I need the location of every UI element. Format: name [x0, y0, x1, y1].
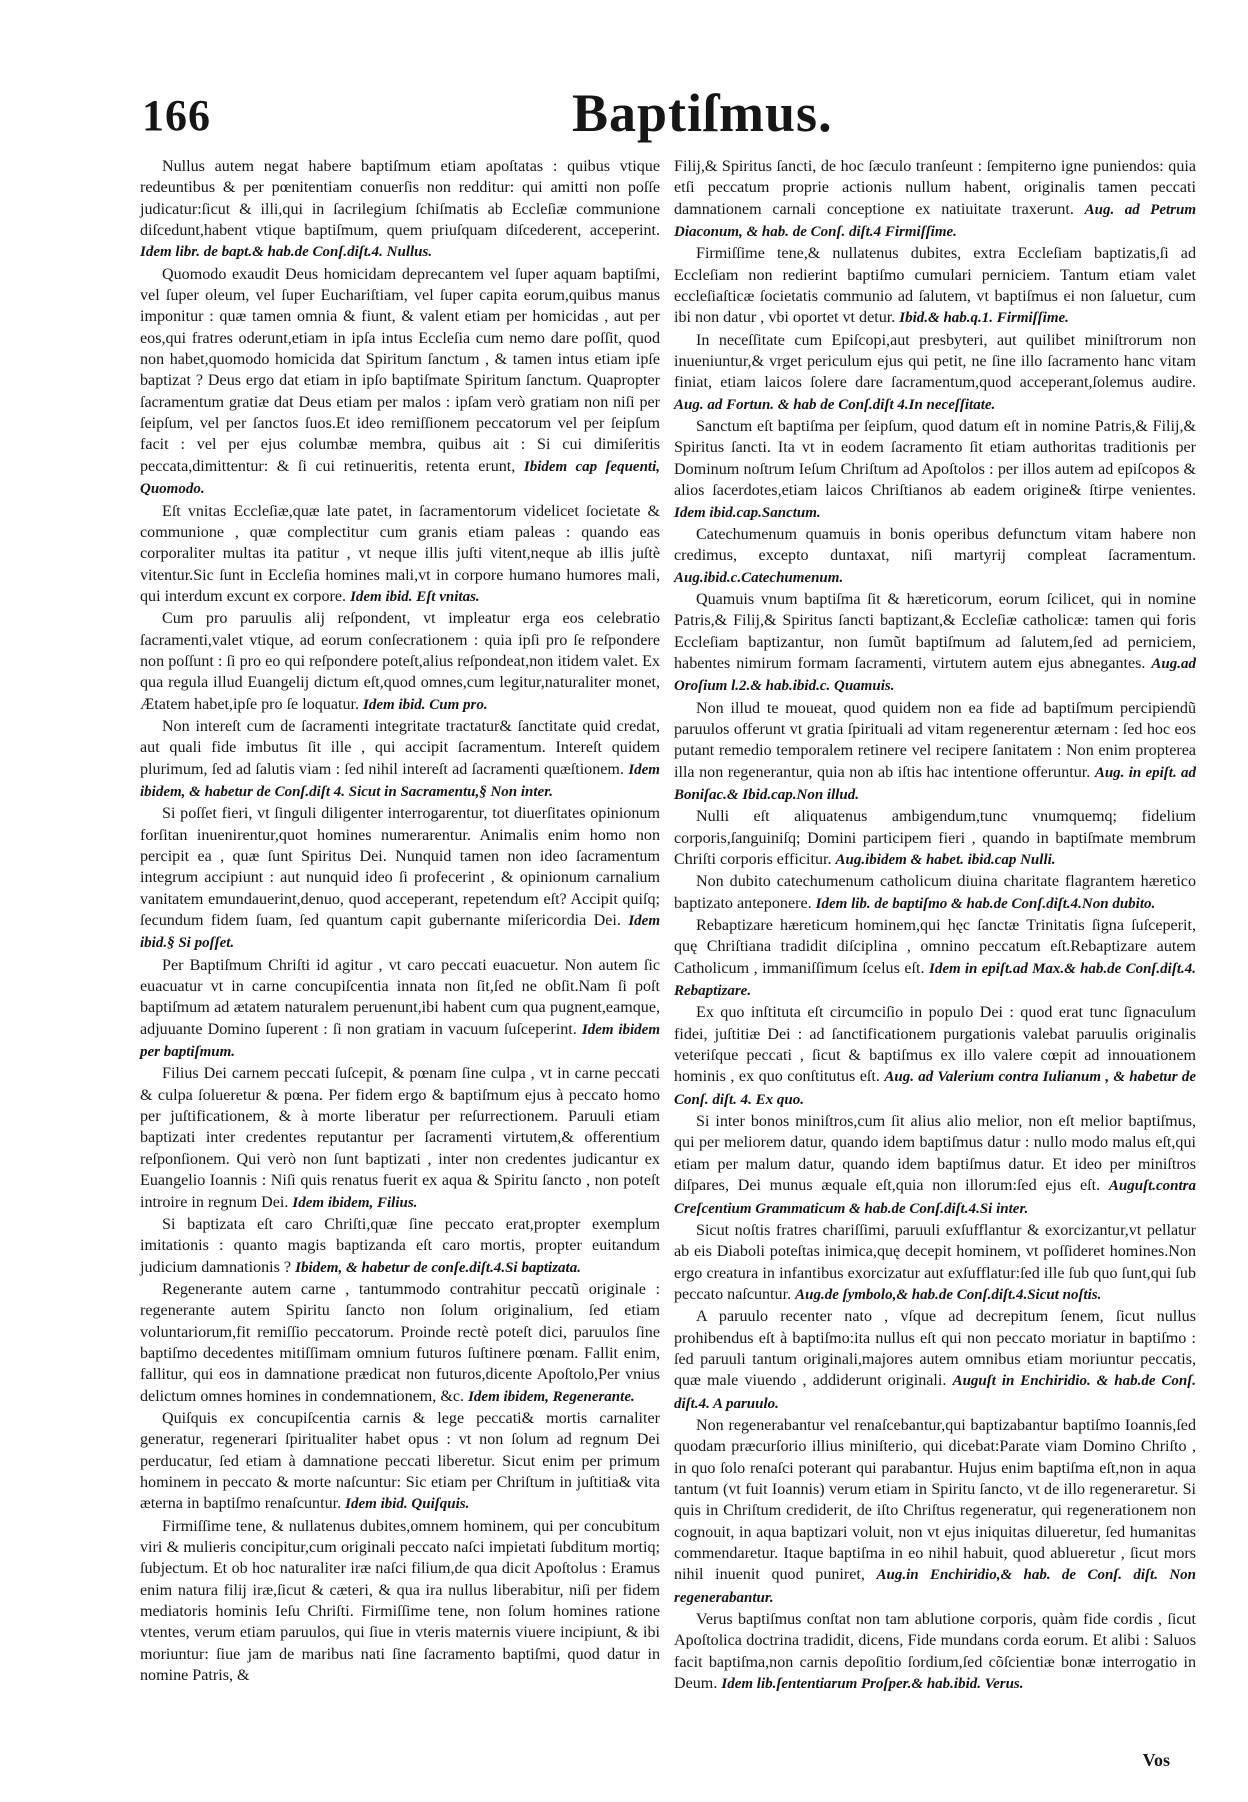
paragraph	[674, 1609, 1196, 1695]
paragraph-text: Sanctum eſt baptiſma per ſeipſum, quod datum eſt in nomine Patris,& Filij,& Spiritus ſancti. Ita vt in eodem ſacramento ſit etiam authoritas traditionis per Dominum noſtrum Ieſum Chriſtum ad Apoſtolos : per illos autem ad epiſcopos & alios ſacerdotes,etiam laicos Chriſtianos ab eadem origine& ſtirpe venientes.	[674, 418, 1196, 500]
citation: Idem lib. de baptiſmo & hab.de Conſ.diſt.4.Non dubito.	[815, 895, 1156, 912]
paragraph-text: Si baptizata eſt caro Chriſti,quæ ſine peccato erat,propter exemplum imitationis : quanto magis baptizanda eſt caro mortis, propter euitandum judicium damnationis ?	[140, 1215, 660, 1276]
paragraph	[140, 716, 660, 803]
paragraph	[674, 1002, 1196, 1111]
paragraph	[140, 1214, 660, 1279]
citation: Aug.in Enchiridio,& hab. de Conſ. diſt. Non regenerabantur.	[674, 1567, 1197, 1606]
citation: Idem ibid. Eſt vnitas.	[350, 588, 480, 605]
paragraph-text: Non regenerabantur vel renaſcebantur,qui baptizabantur baptiſmo Ioannis,ſed quodam præcurſorio illius miniſterio, qui dicebat:Parate viam Domino Chriſto , in quo ſolo renaſci poterant qui parabantur. Hujus enim baptiſma eſt,non in aqua tantum (vt fuit Ioannis) verum etiam in Spiritu ſancto, vt de illo regeneraretur. Si quis in Chriſtum crediderit, de iſto Chriſtus regeneratur, qui regenerationem non cognouit, in aqua baptizari voluit, non vt ejus iniquitas dilueretur, ſed humanitas commendaretur. Itaque baptiſma in eo nihil habuit, quod ablueretur , ſicut mors nihil inuenit quod puniret,	[674, 1416, 1196, 1584]
paragraph	[674, 806, 1196, 871]
paragraph-text: Firmiſſime tene, & nullatenus dubites,omnem hominem, qui per concubitum viri & mulieris concipitur,cum originali peccato naſci impietati ſubditum mortiq; ſubjectum. Et ob hoc naturaliter iræ naſci filium,de qua dicit Apoſtolus : Eramus enim natura filij iræ,ſicut & cæteri, & qua ira nullus liberabitur, niſi per fidem mediatoris hominis Ieſu Chriſti. Firmiſſime tene, non ſolum homines ratione vtentes, verum etiam paruulos, qui ſiue in vteris maternis viuere incipiunt, & ibi moriuntur: ſiue jam de maribus nati ſine ſacramento baptiſmi, quod datur in nomine Patris, &	[140, 1517, 660, 1685]
paragraph-text: Non dubito catechumenum catholicum diuina charitate flagrantem hæretico baptizato anteponere.	[674, 873, 1196, 912]
paragraph-text: Eſt vnitas Eccleſiæ,quæ late patet, in ſacramentorum videlicet ſocietate & communione , quæ complectitur cum granis etiam paleas : quando eas corporaliter multas ita patitur , vt neque illis juſti vitent,neque ab illis juſtè vitentur.Sic ſunt in Eccleſia homines mali,vt in corpore humano humores mali, qui interdum excunt ex corpore.	[140, 502, 660, 605]
citation: Aug.ibid.c.Catechumenum.	[674, 569, 844, 586]
paragraph-text: Nullus autem negat habere baptiſmum etiam apoſtatas : quibus vtique redeuntibus & per pœnitentiam conuerſis non redditur: qui amitti non poſſe judicatur:ſicut & illi,qui in ſacrilegium ſchiſmatis ab Eccleſiæ communione diſcedunt,habent vtique baptiſmum, quem priuſquam diſcederent, acceperint.	[140, 158, 660, 240]
paragraph-text: Rebaptizare hæreticum hominem,qui hęc ſanctæ Trinitatis ſigna ſuſceperit, quę Chriſtiana tradidit diſciplina , omnino peccatum eſt.Rebaptizare autem Catholicum , immaniſſimum ſcelus eſt.	[674, 917, 1196, 977]
paragraph	[674, 1415, 1196, 1609]
paragraph-text: Sicut noſtis fratres chariſſimi, paruuli exſufflantur & exorcizantur,vt pellatur ab eis Diaboli poteſtas inimica,quę decepit hominem, vt poſſideret homines.Non ergo creatura in infantibus exorcizatur aut exſufflatur:ſed ille ſub quo ſunt,qui ſub peccato naſcuntur.	[674, 1221, 1196, 1303]
citation: Ibidem cap ſequenti, Quomodo.	[140, 458, 661, 498]
paragraph	[674, 915, 1196, 1002]
citation: Idem ibidem, Filius.	[292, 1194, 418, 1211]
citation: Ibid.& hab.q.1. Firmiſſime.	[899, 310, 1069, 327]
left-column	[140, 156, 660, 1686]
paragraph	[140, 501, 660, 609]
paragraph-text: Non intereſt cum de ſacramenti integritate tractatur& ſanctitate quid credat, aut quali fide imbutus ſit ille , qui accipit ſacramentum. Intereſt quidem plurimum, ſed ad ſalutis viam : ſed nihil intereſt ad ſacramenti quæſtionem.	[140, 717, 660, 778]
paragraph-text: Quiſquis ex concupiſcentia carnis & lege peccati& mortis carnaliter generatur, regenerari ſpiritualiter habet opus : vt non ſolum ad regnum Dei perducatur, ſed etiam à damnatione peccati liberetur. Sicut enim per primum hominem in peccato & morte naſcuntur: Sic etiam per Chriſtum in juſtitia& vita æterna in baptiſmo renaſcuntur.	[140, 1409, 660, 1513]
paragraph	[674, 698, 1196, 807]
citation: Idem in epiſt.ad Max.& hab.de Conſ.diſt.4. Rebaptizare.	[674, 960, 1196, 1000]
paragraph-text: Ex quo inſtituta eſt circumciſio in populo Dei : quod erat tunc ſignaculum fidei, juſtitiæ Dei : ad ſanctificationem purgationis valebat paruulis originalis veteriſque peccati , ſicut & baptiſmus ex illo valere cœpit ad innouationem hominis , ex quo conſtitutus eſt.	[674, 1004, 1196, 1086]
paragraph	[674, 1111, 1196, 1220]
paragraph-text: Nulli eſt aliquatenus ambigendum,tunc vnumquemq; fidelium corporis,ſanguiniſq; Domini participem fieri , quando in baptiſmate membrum Chriſti corporis efficitur.	[674, 808, 1196, 868]
citation: Aug. ad Valerium contra Iulianum , & habetur de Conſ. diſt. 4. Ex quo.	[674, 1069, 1196, 1108]
citation: Idem ibid.cap.Sanctum.	[674, 504, 821, 521]
paragraph	[140, 1516, 660, 1687]
citation: Auguſt.contra Creſcentium Grammaticum & hab.de Conſ.diſt.4.Si inter.	[674, 1178, 1196, 1217]
citation: Aug. ad Petrum Diaconum, & hab. de Conſ. diſt.4 Firmiſſime.	[674, 201, 1196, 241]
paragraph	[140, 1279, 660, 1408]
paragraph	[140, 1408, 660, 1516]
paragraph	[674, 871, 1196, 915]
citation: Idem ibidem per baptiſmum.	[140, 1021, 661, 1061]
paragraph-text: Filius Dei carnem peccati ſuſcepit, & pœnam ſine culpa , vt in carne peccati & culpa ſolueretur & pœna. Per fidem ergo & baptiſmum ejus à peccato homo per juſtificationem, & à morte liberatur per reſurrectionem. Paruuli etiam baptizati inter credentes reputantur per ſacramenti virtutem,& offerentium reſponſionem. Qui verò non ſunt baptizati , inter non credentes judicantur ex Euangelio Ioannis : Niſi quis renatus fuerit ex aqua & Spiritu ſancto , non poteſt introire in regnum Dei.	[140, 1065, 660, 1211]
citation: Idem libr. de bapt.& hab.de Conſ.diſt.4. Nullus.	[140, 244, 433, 261]
citation: Idem ibidem, Regenerante.	[468, 1388, 635, 1405]
paragraph	[674, 330, 1196, 416]
paragraph-text: Verus baptiſmus conſtat non tam ablutione corporis, quàm fide cordis , ſicut Apoſtolica doctrina tradidit, dicens, Fide mundans corda eorum. Et alibi : Saluos facit baptiſma,non carnis depoſitio ſordium,ſed cõſcientiæ bonæ interrogatio in Deum.	[674, 1611, 1196, 1693]
paragraph	[674, 156, 1196, 243]
page-number: 166	[142, 91, 211, 140]
citation: Aug. ad Fortun. & hab de Conſ.diſt 4.In neceſſitate.	[674, 396, 996, 413]
paragraph-text: Quamuis vnum baptiſma ſit & hæreticorum, eorum ſcilicet, qui in nomine Patris,& Filij,& Spiritus ſancti baptizant,& Eccleſiæ catholicæ: tamen qui foris Eccleſiam baptizantur, non ſumũt baptiſmum ad ſalutem,ſed ad perniciem, habentes nimirum formam ſacramenti, virtutem autem ejus abnegantes.	[674, 590, 1196, 672]
paragraph-text: Per Baptiſmum Chriſti id agitur , vt caro peccati euacuetur. Non autem ſic euacuatur vt in carne concupiſcentia innata non ſit,ſed ne obſit.Nam ſi poſt baptiſmum ad ætatem naturalem peruenunt,ibi habent cum qua pugnent,eamque, adjuuante Domino ſuperent : ſi non gratiam in vacuum ſuſceperint.	[140, 956, 660, 1038]
citation: Idem ibid. Quiſquis.	[345, 1496, 470, 1513]
paragraph-text: Filij,& Spiritus ſancti, de hoc ſæculo tranſeunt : ſempiterno igne puniendos: quia etſi peccatum proprie actionis nullum habent, originalis tamen peccati damnationem carnali conceptione ex natiuitate traxerunt.	[674, 158, 1196, 218]
citation: Aug.ibidem & habet. ibid.cap Nulli.	[835, 852, 1056, 868]
citation: Auguſt in Enchiridio. & hab.de Conſ. diſt.4. A paruulo.	[674, 1373, 1197, 1412]
paragraph-text: Si inter bonos miniſtros,cum ſit alius alio melior, non eſt melior baptiſmus, qui per meliorem datur, quando idem baptiſmus datur : nullo modo malus eſt,qui etiam per malum datur, quando idem baptiſmus datur. Et ideo per miniſtros diſpares, Dei munus æquale eſt,quia non illorum:ſed ejus eſt.	[674, 1113, 1196, 1195]
paragraph-text: A paruulo recenter nato , vſque ad decrepitum ſenem, ſicut nullus prohibendus eſt à baptiſmo:ita nullus eſt qui non peccato moriatur in baptiſmo : ſed paruuli tantum originali,majores autem omnibus etiam moriuntur peccatis, quæ male viuendo , addiderunt originali.	[674, 1308, 1196, 1390]
paragraph-text: Cum pro paruulis alij reſpondent, vt impleatur erga eos celebratio ſacramenti,valet vtique, ad eorum conſecrationem : quia ipſi pro ſe reſpondere non poſſunt : ſi pro eo qui reſpondere poteſt,alius reſpondeat,non itidem valet. Ex qua regula illud Euangelij dictum eſt,quod omnes,cum legitur,naturaliter monet, Ætatem habet,ipſe pro ſe loquatur.	[140, 610, 660, 713]
paragraph	[674, 589, 1196, 698]
citation: Aug.de ſymbolo,& hab.de Conſ.diſt.4.Sicut noſtis.	[795, 1286, 1102, 1303]
paragraph-text: In neceſſitate cum Epiſcopi,aut presbyteri, aut quilibet miniſtrorum non inueniuntur,& vrget periculum ejus qui petit, ne ſine illo ſacramento hanc vitam finiat, etiam laicos ſolere dare ſacramentum,quod acceperant,ſolemus audire.	[674, 331, 1196, 392]
citation: Idem ibidem, & habetur de Conſ.diſt 4. Sicut in Sacramentu,§ Non inter.	[140, 761, 660, 800]
paragraph-text: Regenerante autem carne , tantummodo contrahitur peccatũ originale : regenerante autem Spiritu ſancto non ſolum originalium, ſed etiam voluntariorum,fit remiſſio peccatorum. Proinde rectè poteſt dici, paruulos ſine baptiſmo decedentes mitiſſimam omnium futuros ſuſtinere pœnam. Fallit enim, fallitur, qui eos in damnatione prædicat non futuros,dicente Apoſtolo,Per vnius delictum omnes homines in condemnationem, &c.	[140, 1280, 660, 1405]
paragraph	[674, 1220, 1196, 1306]
right-column	[674, 156, 1196, 1695]
paragraph	[674, 524, 1196, 589]
paragraph	[674, 243, 1196, 329]
paragraph	[140, 955, 660, 1064]
paragraph	[140, 156, 660, 264]
paragraph	[140, 608, 660, 716]
citation: Ibidem, & habetur de conſe.diſt.4.Si baptizata.	[295, 1259, 581, 1276]
citation: Idem lib.ſententiarum Proſper.& hab.ibid. Verus.	[721, 1676, 1024, 1693]
paragraph-text: Non illud te moueat, quod quidem non ea fide ad baptiſmum percipiendũ paruulos offerunt vt gratia ſpirituali ad vitam regenerentur æternam : ſed hoc eos putant remedio temporalem retinere vel recipere ſanitatem : Non enim propterea illa non regenerantur, quia non ab iſtis hac intentione offeruntur.	[674, 699, 1196, 781]
paragraph-text: Si poſſet fieri, vt ſinguli diligenter interrogarentur, tot diuerſitates opinionum forſitan inuenirentur,quot homines numerarentur. Animalis enim homo non percipit ea , quæ ſunt Spiritus Dei. Nunquid tamen non ideo ſacramentum integrum accipiunt : aut nunquid ideo ſi profecerint , & opinionum carnalium vanitatem emundauerint,denuo, quod acceperant, repetendum eſt? Accipit quiſq; ſecundum fidem ſuam, ſed quantum capit gubernante miſericordia Dei.	[140, 805, 660, 930]
citation: Idem ibid. Cum pro.	[363, 696, 488, 713]
paragraph	[140, 1063, 660, 1213]
paragraph-text: Firmiſſime tene,& nullatenus dubites, extra Eccleſiam baptizatis,ſi ad Eccleſiam non redierint baptiſmo cumulari perniciem. Tantum etiam valet eccleſiaſticæ ſocietatis communio ad ſalutem, vt baptiſmus ei non ſaluetur, cum ibi non datur , vbi oportet vt detur.	[674, 245, 1196, 327]
paragraph	[674, 416, 1196, 524]
paragraph	[140, 264, 660, 501]
paragraph-text: Quomodo exaudit Deus homicidam deprecantem vel ſuper aquam baptiſmi, vel ſuper oleum, vel ſuper Euchariſtiam, vel ſuper capita eorum,quibus manus imponitur : quæ tamen omnia & fiunt, & valent etiam per homicidas , aut per eos,qui fratres oderunt,etiam in ipſa intus Eccleſia cum nemo dare poſſit, quod non habet,quomodo homicida dat Spiritum ſanctum , & tamen intus etiam ipſe baptizat ? Deus ergo dat etiam in ipſo baptiſmate Spiritum ſanctum. Quapropter ſacramentum gratiæ dat Deus etiam per malos : ipſam verò gratiam non niſi per ſeipſum, vel per ſanctos ſuos.Et ideo remiſſionem peccatorum vel per ſeipſum facit : vel per ejus columbæ membra, quibus ait : Si cui dimiſeritis peccata,dimittentur: & ſi cui retinueritis, retenta erunt,	[140, 265, 660, 475]
paragraph	[674, 1306, 1196, 1415]
citation: Idem ibid.§ Si poſſet.	[140, 913, 660, 952]
citation: Aug. in epiſt. ad Boniſac.& Ibid.cap.Non illud.	[674, 764, 1196, 803]
paragraph	[140, 803, 660, 954]
citation: Aug.ad Oroſium l.2.& hab.ibid.c. Quamuis.	[674, 655, 1196, 695]
running-head: Baptiſmus.	[572, 83, 833, 143]
catchword: Vos	[1142, 1750, 1170, 1770]
paragraph-text: Catechumenum quamuis in bonis operibus defunctum vitam habere non credimus, excepto duntaxat, niſi martyrij compleat ſacramentum.	[674, 525, 1196, 565]
